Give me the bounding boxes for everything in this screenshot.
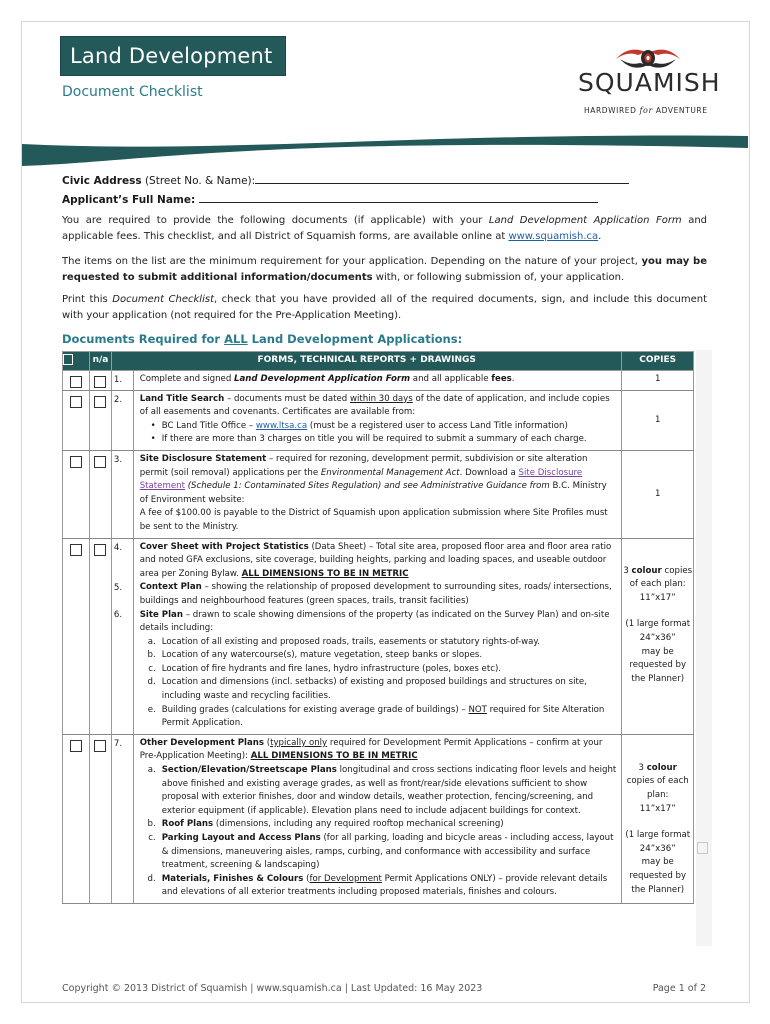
copies-cell: 1 [622, 450, 694, 538]
na-checkbox-5[interactable] [94, 740, 106, 752]
list-item: a. Section/Elevation/Streetscape Plans longitudinal and cross sections indicating floor levels and height above finished and existing average grades, as well as front/rear/side elevations sufficient to show proposal with exterior finishes, door and window details, weather protection, fencing/screening, and exterior equipment (if applicable). Elevation plans need to include adjacent buildings for context. [147, 765, 617, 816]
footer-page-number: Page 1 of 2 [652, 983, 706, 994]
applicant-fields [62, 170, 629, 208]
squamish-website-link[interactable]: www.squamish.ca [508, 230, 599, 242]
applicant-name-row: Applicant’s Full Name: [62, 189, 629, 208]
section-heading: Documents Required for ALL Land Development Applications: [62, 332, 463, 346]
item-other-development-plans: Other Development Plans (typically only required for Development Permit Applications – confirm at your Pre-Application Meeting): ALL DIMENSIONS TO BE IN METRIC a. Section/Elevation/Streetscape Plans longitudinal and cross sections indicating floor levels and height above finished and existing average grades, as well as front/rear/side elevations sufficient to show proposal with exterior finishes, door and window details, weather protection, fencing/screening, and exterior equipment (if applicable). Elevation plans need to include adjacent buildings for context. b. Roof Plans (dimensions, including any required rooftop mechanical screening) c. Parking Layout and Access Plans (for all parking, loading and bicycle areas - including access, layout & dimensions, maneuvering aisles, ramps, curbing, and conformance with accessibility and surface treatment, screening & landscaping) d. Materials, Finishes & Colours (for Development Permit Applications ONLY) – provide relevant details and elevations of all exterior treatments including proposed materials, finishes and colours. [133, 734, 622, 903]
item-site-disclosure: Site Disclosure Statement – required for rezoning, development permit, subdivision or site alteration permit (soil removal) applications per the Environmental Management Act. Download a Site Disclosure Statement (Schedule 1: Contaminated Sites Regulation) and see Administrative Guidance from B.C. Ministry of Environment website: A fee of $100.00 is payable to the District of Squamish upon application submission where Site Profiles must be sent to the Ministry. [133, 450, 622, 538]
table-row: 1. Complete and signed Land Development Application Form and all applicable fees. 1 [63, 371, 694, 391]
copies-cell: 1 [622, 390, 694, 450]
list-item: c. Parking Layout and Access Plans (for all parking, loading and bicycle areas - including access, layout & dimensions, maneuvering aisles, ramps, curbing, and conformance with accessibility and surface treatment, screening & landscaping) [148, 833, 614, 871]
item-application-form: Complete and signed Land Development Application Form and all applicable fees. [133, 371, 622, 391]
table-row: 2. Land Title Search – documents must be dated within 30 days of the date of application, and include copies of all easements and covenants. Certificates are available from: • BC Land Title Office – www.ltsa.ca (must be a registered user to access Land Title information) • If there are more than 3 charges on title you will be required to submit a summary of each charge. 1 [63, 390, 694, 450]
intro-paragraph-1: You are required to provide the following documents (if applicable) with your Land Development Application Form and applicable fees. This checklist, and all District of Squamish forms, are available online at www.squamish.ca. [62, 215, 708, 242]
list-item: c. Location of fire hydrants and fire lanes, hydro infrastructure (poles, boxes etc). [148, 663, 502, 674]
item-land-title-search: Land Title Search – documents must be dated within 30 days of the date of application, and include copies of all easements and covenants. Certificates are available from: • BC Land Title Office – www.ltsa.ca (must be a registered user to access Land Title information) • If there are more than 3 charges on title you will be required to submit a summary of each charge. [133, 390, 622, 450]
margin-shade [696, 350, 712, 946]
margin-checkbox [697, 842, 708, 854]
checklist-checkbox-2[interactable] [70, 396, 82, 408]
intro-paragraph-2: The items on the list are the minimum requirement for your application. Depending on the nature of your project, you may be requested to submit additional information/documents with, or following submission of, your application. [62, 256, 707, 283]
page-title: Land Development [60, 36, 286, 76]
intro-paragraph-3: Print this Document Checklist, check that you have provided all of the required documents, sign, and include this document with your application (not required for the Pre-Application Meeting). [62, 294, 707, 321]
page-subtitle: Document Checklist [62, 84, 203, 100]
applicant-name-field[interactable] [199, 189, 598, 203]
header-check-column [63, 352, 90, 371]
checklist-checkbox-5[interactable] [70, 740, 82, 752]
list-item: b. Location of any watercourse(s), mature vegetation, steep banks or slopes. [147, 650, 483, 661]
civic-address-row: Civic Address (Street No. & Name): [62, 170, 629, 189]
logo-wordmark: SQUAMISH [578, 68, 721, 97]
logo-tagline: HARDWIRED for ADVENTURE [584, 106, 708, 115]
copies-cell: 1 [622, 371, 694, 391]
copies-cell: 3 colour copies of each plan: 11”x17” (1 large format 24”x36” may be requested by the Planner) [622, 734, 694, 903]
header-swoosh-banner [22, 134, 748, 174]
list-item: • BC Land Title Office – www.ltsa.ca (must be a registered user to access Land Title information) [150, 420, 568, 431]
site-disclosure-link[interactable]: Site Disclosure Statement [139, 467, 583, 492]
na-checkbox-1[interactable] [94, 376, 106, 388]
list-item: b. Roof Plans (dimensions, including any required rooftop mechanical screening) [147, 819, 504, 830]
header-copies-column: COPIES [622, 352, 694, 371]
table-row: 3. Site Disclosure Statement – required for rezoning, development permit, subdivision or site alteration permit (soil removal) applications per the Environmental Management Act. Download a Site Disclosure Statement (Schedule 1: Contaminated Sites Regulation) and see Administrative Guidance from B.C. Ministry of Environment website: A fee of $100.00 is payable to the District of Squamish upon application submission where Site Profiles must be sent to the Ministry. 1 [63, 450, 694, 538]
item-plans-and-statistics: Cover Sheet with Project Statistics (Data Sheet) – Total site area, proposed floor area and floor area ratio and noted GFA exclusions, site coverage, building heights, parking and loading spaces, and useable outdoor area per Zoning Bylaw. ALL DIMENSIONS TO BE IN METRIC Context Plan – showing the relationship of proposed development to surrounding sites, roads/ intersections, buildings and neighbourhood features (green spaces, trails, transit facilities) Site Plan – drawn to scale showing dimensions of the property (as indicated on the Survey Plan) and on-site details including: a. Location of all existing and proposed roads, trails, easements or statutory rights-of-way. b. Location of any watercourse(s), mature vegetation, steep banks or slopes. c. Location of fire hydrants and fire lanes, hydro infrastructure (poles, boxes etc). d. Location and dimensions (incl. setbacks) of existing and proposed buildings and structures on site, including waste and recycling facilities. e. Building grades (calculations for existing average grade of buildings) – NOT required for Site Alteration Permit Application. [133, 538, 622, 734]
copies-cell: 3 colour copies of each plan: 11”x17” (1 large format 24”x36” may be requested by the Planner) [622, 538, 694, 734]
list-item: e. Building grades (calculations for existing average grade of buildings) – NOT required for Site Alteration Permit Application. [147, 704, 605, 729]
squamish-logo [578, 46, 721, 120]
na-checkbox-2[interactable] [94, 396, 106, 408]
list-item: d. Location and dimensions (incl. setbacks) of existing and proposed buildings and structures on site, including waste and recycling facilities. [147, 677, 587, 702]
checkbox-column-icon [63, 354, 73, 365]
table-row: 4. 5. 6. Cover Sheet with Project Statistics (Data Sheet) – Total site area, proposed floor area and floor area ratio and noted GFA exclusions, site coverage, building heights, parking and loading spaces, and useable outdoor area per Zoning Bylaw. ALL DIMENSIONS TO BE IN METRIC Context Plan – showing the relationship of proposed development to surrounding sites, roads/ intersections, buildings and neighbourhood features (green spaces, trails, transit facilities) Site Plan – drawn to scale showing dimensions of the property (as indicated on the Survey Plan) and on-site details including: a. Location of all existing and proposed roads, trails, easements or statutory rights-of-way. b. Location of any watercourse(s), mature vegetation, steep banks or slopes. c. Location of fire hydrants and fire lanes, hydro infrastructure (poles, boxes etc). d. Location and dimensions (incl. setbacks) of existing and proposed buildings and structures on site, including waste and recycling facilities. e. Building grades (calculations for existing average grade of buildings) – NOT required for Site Alteration Permit Application. 3 colour copies of each plan: 11”x17” (1 large format 24”x36” may be requested by the Planner) [63, 538, 694, 734]
na-checkbox-4[interactable] [94, 544, 106, 556]
list-item: • If there are more than 3 charges on title you will be required to submit a summary of each charge. [150, 434, 587, 445]
checklist-checkbox-4[interactable] [70, 544, 82, 556]
table-row: 7. Other Development Plans (typically only required for Development Permit Applications – confirm at your Pre-Application Meeting): ALL DIMENSIONS TO BE IN METRIC a. Section/Elevation/Streetscape Plans longitudinal and cross sections indicating floor levels and height above finished and existing average grades, as well as front/rear/side elevations sufficient to show proposal with exterior finishes, door and window details, weather protection, fencing/screening, and exterior equipment (if applicable). Elevation plans need to include adjacent buildings for context. b. Roof Plans (dimensions, including any required rooftop mechanical screening) c. Parking Layout and Access Plans (for all parking, loading and bicycle areas - including access, layout & dimensions, maneuvering aisles, ramps, curbing, and conformance with accessibility and surface treatment, screening & landscaping) d. Materials, Finishes & Colours (for Development Permit Applications ONLY) – provide relevant details and elevations of all exterior treatments including proposed materials, finishes and colours. 3 colour copies of each plan: 11”x17” (1 large format 24”x36” may be requested by the Planner) [63, 734, 694, 903]
header-forms-column: FORMS, TECHNICAL REPORTS + DRAWINGS [111, 352, 622, 371]
footer-copyright: Copyright © 2013 District of Squamish | www.squamish.ca | Last Updated: 16 May 2023 [62, 983, 483, 994]
list-item: d. Materials, Finishes & Colours (for Development Permit Applications ONLY) – provide relevant details and elevations of all exterior treatments including proposed materials, finishes and colours. [147, 873, 608, 898]
header-na-column: n/a [90, 352, 112, 371]
checklist-checkbox-3[interactable] [70, 456, 82, 468]
civic-address-field[interactable] [255, 170, 629, 184]
na-checkbox-3[interactable] [94, 456, 106, 468]
checklist-checkbox-1[interactable] [70, 376, 82, 388]
table-header-row [63, 352, 694, 371]
ltsa-link[interactable]: www.ltsa.ca [255, 420, 308, 431]
list-item: a. Location of all existing and proposed roads, trails, easements or statutory rights-of-way. [147, 636, 540, 647]
document-checklist-table [62, 351, 694, 904]
